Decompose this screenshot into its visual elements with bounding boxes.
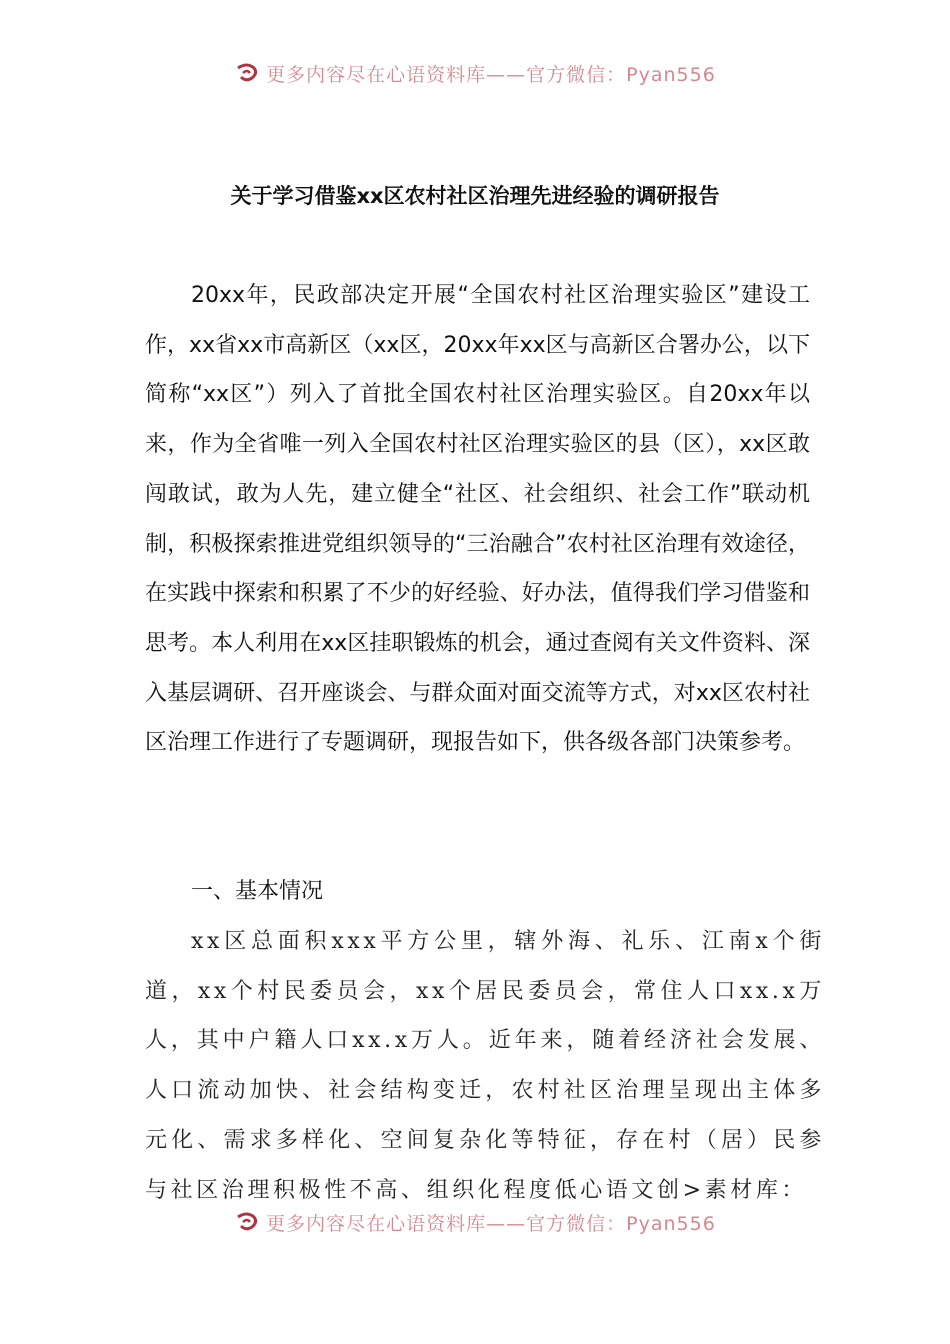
document-title: 关于学习借鉴xx区农村社区治理先进经验的调研报告 bbox=[230, 184, 720, 208]
paragraph-basic-situation: xx区总面积xxx平方公里，辖外海、礼乐、江南x个街道，xx个村民委员会，xx个居民委员会，常住人口xx.x万人，其中户籍人口xx.x万人。近年来，随着经济社会发展、人口流动加快、社会结构变迁，农村社区治理呈现出主体多元化、需求多样化、空间复杂化等特征，存在村（居）民参与社区治理积极性不高、组织化程度低心语文创>素材库： bbox=[145, 929, 825, 1203]
watermark-footer bbox=[0, 1205, 950, 1239]
swirl-logo-icon bbox=[234, 1209, 260, 1235]
watermark-text: 更多内容尽在心语资料库——官方微信：Pyan556 bbox=[266, 63, 716, 86]
watermark-header bbox=[0, 56, 950, 90]
swirl-logo-icon bbox=[234, 60, 260, 86]
section-heading-basic-situation: 一、基本情况 bbox=[191, 879, 324, 904]
watermark-text: 更多内容尽在心语资料库——官方微信：Pyan556 bbox=[266, 1212, 716, 1235]
paragraph-intro: 20xx年，民政部决定开展“全国农村社区治理实验区”建设工作，xx省xx市高新区（xx区，20xx年xx区与高新区合署办公，以下简称“xx区”）列入了首批全国农村社区治理实验区。自20xx年以来，作为全省唯一列入全国农村社区治理实验区的县（区），xx区敢闯敢试，敢为人先，建立健全“社区、社会组织、社会工作”联动机制，积极探索推进党组织领导的“三治融合”农村社区治理有效途径，在实践中探索和积累了不少的好经验、好办法，值得我们学习借鉴和思考。本人利用在xx区挂职锻炼的机会，通过查阅有关文件资料、深入基层调研、召开座谈会、与群众面对面交流等方式，对xx区农村社区治理工作进行了专题调研，现报告如下，供各级各部门决策参考。 bbox=[145, 283, 810, 756]
